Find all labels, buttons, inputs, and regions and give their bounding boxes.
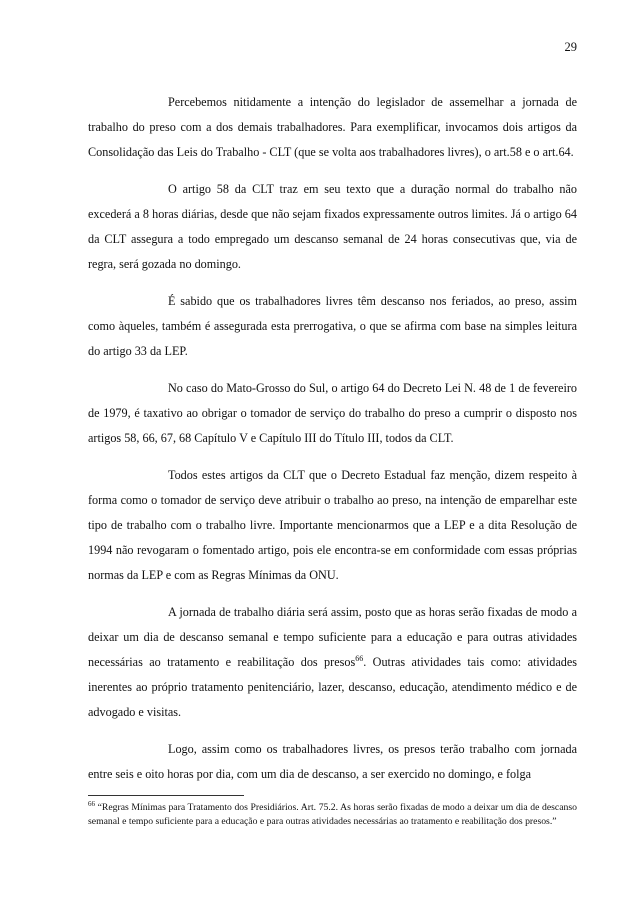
body-text [88, 90, 577, 787]
footnote [88, 801, 577, 829]
paragraph: Todos estes artigos da CLT que o Decreto Estadual faz menção, dizem respeito à forma como o tomador de serviço deve atribuir o trabalho ao preso, na intenção de emparelhar este tipo de trabalho com o trabalho livre. Importante mencionarmos que a LEP e a dita Resolução de 1994 não revogaram o fomentado artigo, pois ele encontra-se em conformidade com essas próprias normas da LEP e com as Regras Mínimas da ONU. [88, 468, 577, 582]
paragraph-text-before: A jornada de trabalho diária será assim, posto que as horas serão fixadas de modo a deixar um dia de descanso semanal e tempo suficiente para a educação e para outras atividades necessárias ao tratamento e reabilitação dos presos [88, 605, 577, 669]
paragraph-with-footnote [88, 600, 577, 725]
paragraph: Percebemos nitidamente a intenção do legislador de assemelhar a jornada de trabalho do preso com a dos demais trabalhadores. Para exemplificar, invocamos dois artigos da Consolidação das Leis do Trabalho - CLT (que se volta aos trabalhadores livres), o art.58 e o art.64. [88, 95, 577, 159]
footnote-divider [88, 795, 244, 796]
paragraph: Logo, assim como os trabalhadores livres, os presos terão trabalho com jornada entre seis e oito horas por dia, com um dia de descanso, a ser exercido no domingo, e folga [88, 742, 577, 781]
page-number: 29 [564, 40, 577, 54]
footnote-number: 66 [88, 800, 95, 808]
paragraph-text-after: . Outras atividades tais como: atividades inerentes ao próprio tratamento penitenciário, lazer, descanso, educação, atendimento médico e de advogado e visitas. [88, 655, 577, 719]
paragraph: É sabido que os trabalhadores livres têm descanso nos feriados, ao preso, assim como àqueles, também é assegurada esta prerrogativa, o que se afirma com base na simples leitura do artigo 33 da LEP. [88, 294, 577, 358]
footnote-text: “Regras Mínimas para Tratamento dos Presidiários. Art. 75.2. As horas serão fixadas de modo a deixar um dia de descanso semanal e tempo suficiente para a educação e para outras atividades necessárias ao tratamento e reabilitação dos presos.” [88, 802, 577, 827]
footnote-reference[interactable]: 66 [355, 654, 364, 663]
paragraph: O artigo 58 da CLT traz em seu texto que a duração normal do trabalho não excederá a 8 horas diárias, desde que não sejam fixados expressamente outros limites. Já o artigo 64 da CLT assegura a todo empregado um descanso semanal de 24 horas consecutivas que, via de regra, será gozada no domingo. [88, 182, 577, 271]
paragraph: No caso do Mato-Grosso do Sul, o artigo 64 do Decreto Lei N. 48 de 1 de fevereiro de 1979, é taxativo ao obrigar o tomador de serviço do trabalho do preso a cumprir o disposto nos artigos 58, 66, 67, 68 Capítulo V e Capítulo III do Título III, todos da CLT. [88, 381, 577, 445]
